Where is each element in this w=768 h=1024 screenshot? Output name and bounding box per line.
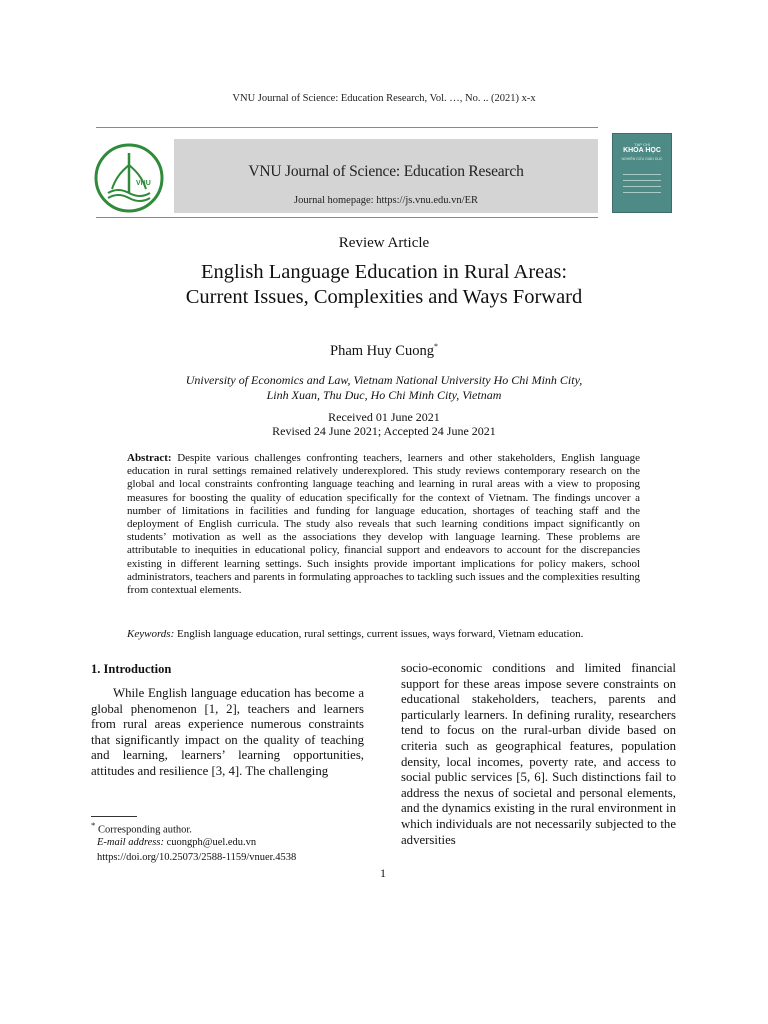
article-type: Review Article (338, 235, 430, 251)
page-number: 1 (380, 866, 386, 880)
vnu-logo-icon (92, 141, 166, 215)
cover-title: KHOA HỌC (623, 147, 661, 154)
banner-title: VNU Journal of Science: Education Research (248, 163, 524, 180)
author-name: Pham Huy Cuong* (330, 342, 438, 359)
running-head: VNU Journal of Science: Education Research, Vol. …, No. .. (2021) x-x (232, 93, 536, 104)
journal-homepage-link[interactable]: Journal homepage: https://js.vnu.edu.vn/ER (293, 195, 479, 206)
header-top-rule (96, 127, 598, 128)
email-link[interactable]: cuongph@uel.edu.vn (166, 837, 257, 848)
doi-link[interactable]: https://doi.org/10.25073/2588-1159/vnuer.4538 (97, 852, 297, 863)
author-affiliation: University of Economics and Law, Vietnam National University Ho Chi Minh City, Linh Xuan, Thu Duc, Ho Chi Minh City, Vietnam (185, 373, 583, 402)
journal-banner (174, 139, 598, 213)
body-right-column: socio-economic conditions and limited financial support for these areas impose severe constraints on educational stakeholders, teachers, parents and particularly learners. In defining rurality, researchers tend to focus on the rural-urban divide based on criteria such as geographical features, population density, local incomes, poverty rate, and access to social public services [5, 6]. Such distinctions fail to address the nexus of societal and personal elements, and the dynamics existing in the rural environment in which individuals are not necessarily subjected to the adversities (401, 661, 676, 847)
abstract: Abstract: Despite various challenges confronting teachers, learners and other stakeholders, English language education in rural settings remained relatively underexplored. This study reviews contemporary research on the global and local constraints confronting language teaching and learning in rural areas with a view to proposing measures for boosting the quality of education specifically for the context of Vietnam. The findings uncover a number of limitations in facilities and funding for language education, shortages of teaching staff and the deployment of English curricula. The study also reveals that such learning conditions impact significantly on students’ motivation as well as the associations they develop with language learning. These problems are attributable to inequities in educational policy, financial support and endeavors to account for the discrepancies existing in different learning settings. Such insights provide important implications for policy makers, school administrators, teachers and parents in formulating approaches to tackling such issues and the complexities resulting from contextual elements. (127, 452, 640, 597)
article-dates: Received 01 June 2021 Revised 24 June 2021; Accepted 24 June 2021 (272, 410, 496, 438)
keywords: Keywords: English language education, rural settings, current issues, ways forward, Vietnam education. (127, 628, 584, 640)
footnote: * Corresponding author. E-mail address: cuongph@uel.edu.vn (91, 820, 257, 848)
body-left-column: While English language education has become a global phenomenon [1, 2], teachers and learners from rural areas experience numerous constraints that significantly impact on the quality of teaching and learning, learners’ learning opportunities, attitudes and resilience [3, 4]. The challenging (91, 686, 364, 778)
section-heading: 1. Introduction (91, 662, 172, 676)
article-title: English Language Education in Rural Areas: Current Issues, Complexities and Ways Forward (185, 261, 583, 308)
footnote-rule (91, 816, 137, 817)
journal-cover-image: TẠP CHÍ KHOA HỌC NGHIÊN CỨU GIÁO DỤC (612, 133, 672, 213)
svg-text:VNU: VNU (136, 180, 151, 187)
header-bottom-rule (96, 217, 598, 218)
